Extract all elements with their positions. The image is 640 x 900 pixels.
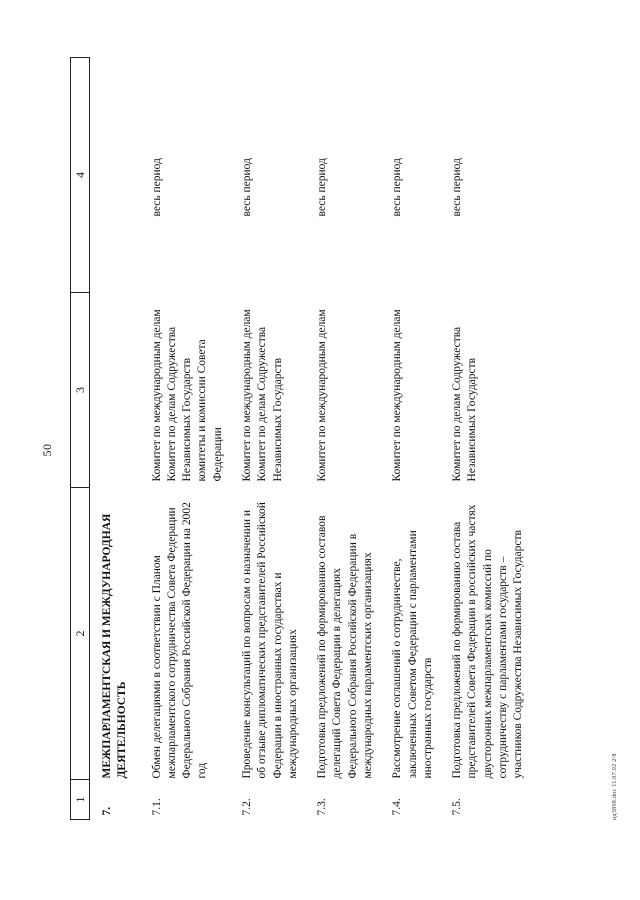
row-term: весь период	[150, 158, 163, 217]
column-header-1: 1	[71, 780, 90, 820]
row-responsible	[383, 293, 443, 488]
row-number: 7.5.	[451, 798, 464, 816]
row-responsible	[443, 293, 533, 488]
section-title: МЕЖПАРЛАМЕНТСКАЯ И МЕЖДУНАРОДНАЯ ДЕЯТЕЛЬНОСТЬ	[101, 513, 129, 779]
table-row	[233, 58, 308, 820]
row-term: весь период	[451, 158, 464, 217]
column-header-4: 4	[71, 58, 90, 293]
responsible-line: Комитет по делам Содружества Независимых Государств	[451, 326, 479, 482]
row-number: 7.4.	[391, 798, 404, 816]
table-row	[443, 58, 533, 820]
row-responsible	[308, 293, 383, 488]
section-row	[90, 58, 143, 820]
row-activity: Обмен делегациями в соответствии с Планом межпарламентского сотрудничества Совета Федерации Федерального Собрания Российской Федерации на 2002 год	[150, 502, 209, 779]
row-term: весь период	[240, 158, 253, 217]
row-term: весь период	[391, 158, 404, 217]
row-activity: Подготовка предложений по формированию состава представителей Совета Федерации в российских частях двусторонних межпарламентских комиссий по сотрудничеству с парламентами государств – участников Содружества Независимых Государств	[451, 504, 525, 779]
row-activity: Рассмотрение соглашений о сотрудничестве, заключенных Советом Федерации с парламентами иностранных государств	[391, 530, 434, 779]
table-row	[143, 58, 233, 820]
table-row	[308, 58, 383, 820]
responsible-line: Комитет по международным делам	[391, 309, 404, 482]
responsible-line: Комитет по делам Содружества Независимых Государств	[165, 326, 194, 482]
section-number: 7.	[101, 806, 113, 816]
responsible-line: Комитет по международным делам	[240, 309, 253, 482]
responsible-line: Комитет по международным делам	[316, 309, 329, 482]
footer-code: нд3868.doc 11.07.02 2/8	[612, 753, 618, 820]
table-row	[383, 58, 443, 820]
row-activity: Подготовка предложений по формированию составов делегаций Совета Федерации в делегациях Федерального Собрания Российской Федерации в международных парламентских организациях	[316, 515, 374, 779]
plan-table	[70, 57, 533, 820]
row-number: 7.2.	[240, 798, 253, 816]
row-activity: Проведение консультаций по вопросам о назначении и об отзыве дипломатических представителей Российской Федерации в иностранных государствах и международных организациях	[240, 502, 299, 779]
row-responsible	[143, 293, 233, 488]
column-number-row	[71, 58, 90, 820]
row-number: 7.1.	[150, 798, 163, 816]
row-term: весь период	[316, 158, 329, 217]
responsible-line: Комитет по международным делам	[150, 309, 163, 482]
row-number: 7.3.	[316, 798, 329, 816]
column-header-3: 3	[71, 293, 90, 488]
page-number: 50	[40, 443, 54, 457]
responsible-line: комитеты и комиссии Совета Федерации	[196, 339, 224, 482]
column-header-2: 2	[71, 488, 90, 780]
responsible-line: Комитет по делам Содружества Независимых Государств	[256, 326, 284, 482]
row-responsible	[233, 293, 308, 488]
